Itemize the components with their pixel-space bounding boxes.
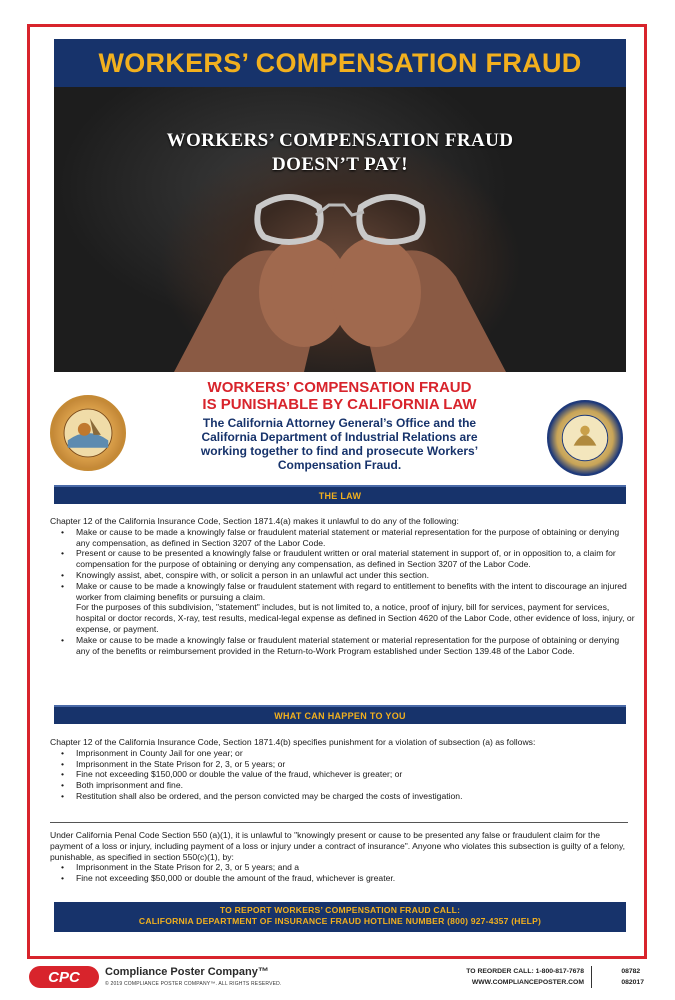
intro-blue-line3: working together to find and prosecute Workers’ bbox=[200, 444, 479, 458]
law-item: • Make or cause to be made a knowingly false or fraudulent material statement or material representation for the purpose of obtaining or denying any compensation, as defined in Section 3207 of the Labor Code. bbox=[50, 527, 635, 549]
law-item: • Make or cause to be made a knowingly false or fraudulent statement with regard to entitlement to benefits with the intent to discourage an injured worker from claiming benefits or pursuing a claim. bbox=[50, 581, 635, 603]
photo-headline-line1: WORKERS’ COMPENSATION FRAUD bbox=[166, 130, 514, 151]
company-name: Compliance Poster Company™ bbox=[105, 966, 269, 978]
law-item: • Knowingly assist, abet, conspire with, or solicit a person in an unlawful act under this section. bbox=[50, 570, 635, 581]
reorder-info bbox=[466, 966, 584, 988]
law-heading-text: THE LAW bbox=[318, 490, 362, 501]
intro-blue-line2: California Department of Industrial Relations are bbox=[201, 430, 478, 444]
photo-headline bbox=[54, 129, 626, 177]
consequence-item: • Both imprisonment and fine. bbox=[50, 780, 635, 791]
penal-code-text bbox=[50, 830, 635, 884]
intro-red-line2: IS PUNISHABLE BY CALIFORNIA LAW bbox=[202, 396, 477, 413]
poster-title: WORKERS’ COMPENSATION FRAUD bbox=[98, 47, 582, 78]
reorder-phone: TO REORDER CALL: 1-800-817-7678 bbox=[466, 968, 584, 975]
consequence-item: • Imprisonment in County Jail for one year; or bbox=[50, 748, 635, 759]
revision-code: 082017 bbox=[621, 979, 644, 986]
website-link[interactable]: WWW.COMPLIANCEPOSTER.COM bbox=[471, 979, 584, 986]
law-statement-note: For the purposes of this subdivision, "statement" includes, but is not limited to, a notice, proof of injury, bill for services, payment for services, hospital or doctor records, X-ray, test results, medical-legal expense as defined in Section 4620 of the Labor Code, other evidence of loss, injury, or expense, or payment. bbox=[76, 602, 635, 634]
section-divider bbox=[50, 822, 628, 823]
intro-red-line1: WORKERS’ COMPENSATION FRAUD bbox=[207, 379, 472, 396]
report-line2: CALIFORNIA DEPARTMENT OF INSURANCE FRAUD HOTLINE NUMBER (800) 927-4357 (HELP) bbox=[138, 916, 542, 926]
footer-divider bbox=[591, 966, 592, 988]
consequence-item: • Fine not exceeding $150,000 or double the value of the fraud, whichever is greater; or bbox=[50, 769, 635, 780]
intro-blue-text bbox=[162, 416, 517, 472]
poster-codes bbox=[621, 966, 644, 988]
photo-headline-line2: DOESN’T PAY! bbox=[272, 154, 408, 175]
consequences-text bbox=[50, 737, 635, 802]
intro-blue-line4: Compensation Fraud. bbox=[277, 458, 402, 472]
law-intro: Chapter 12 of the California Insurance Code, Section 1871.4(a) makes it unlawful to do any of the following: bbox=[50, 516, 459, 526]
law-item: • Present or cause to be presented a knowingly false or fraudulent written or oral material statement in support of, or in opposition to, a claim for compensation for the purpose of obtaining or denying any compensation, as defined in Section 3207 of the Labor Code. bbox=[50, 548, 635, 570]
law-list-continued bbox=[50, 635, 635, 657]
consequences-intro: Chapter 12 of the California Insurance Code, Section 1871.4(b) specifies punishment for a violation of subsection (a) as follows: bbox=[50, 737, 536, 747]
law-section-heading bbox=[54, 485, 626, 504]
law-text bbox=[50, 516, 635, 656]
consequences-list bbox=[50, 748, 635, 802]
penal-intro: Under California Penal Code Section 550 (a)(1), it is unlawful to "knowingly present or cause to be presented any false or fraudulent claim for the payment of a loss or injury, including payment of a loss or injury under a contract of insurance". Anyone who violates this subsection is guilty of a felony, punishable, as specified in section 550(c)(1), by: bbox=[50, 830, 625, 862]
poster-footer bbox=[27, 960, 647, 996]
attorney-general-seal-icon bbox=[547, 400, 623, 476]
california-state-seal-icon bbox=[50, 395, 126, 471]
poster-code: 08782 bbox=[621, 968, 641, 975]
penal-list bbox=[50, 862, 635, 884]
logo-text: CPC bbox=[48, 969, 80, 986]
copyright-notice: © 2019 COMPLIANCE POSTER COMPANY™. ALL RIGHTS RESERVED. bbox=[105, 981, 282, 987]
consequence-item: • Restitution shall also be ordered, and the person convicted may be charged the costs of investigation. bbox=[50, 791, 635, 802]
cpc-logo-icon bbox=[29, 966, 99, 988]
report-line1: TO REPORT WORKERS’ COMPENSATION FRAUD CALL: bbox=[219, 905, 461, 915]
handcuffs-photo bbox=[54, 87, 626, 372]
consequences-heading-text: WHAT CAN HAPPEN TO YOU bbox=[274, 710, 406, 721]
consequence-item: • Imprisonment in the State Prison for 2, 3, or 5 years; or bbox=[50, 759, 635, 770]
poster-frame bbox=[27, 24, 647, 959]
law-item: • Make or cause to be made a knowingly false or fraudulent material statement or material representation for the purpose of obtaining or denying any of the benefits or reimbursement provided in the Return-to-Work Program established under Section 139.48 of the Labor Code. bbox=[50, 635, 635, 657]
law-list bbox=[50, 527, 635, 603]
intro-blue-line1: The California Attorney General’s Office and the bbox=[202, 416, 477, 430]
intro-block bbox=[162, 379, 517, 472]
poster-header bbox=[54, 39, 626, 87]
penal-item: • Fine not exceeding $50,000 or double the amount of the fraud, whichever is greater. bbox=[50, 873, 635, 884]
penal-item: • Imprisonment in the State Prison for 2, 3, or 5 years; and a bbox=[50, 862, 635, 873]
report-fraud-banner bbox=[54, 902, 626, 932]
consequences-section-heading bbox=[54, 705, 626, 724]
